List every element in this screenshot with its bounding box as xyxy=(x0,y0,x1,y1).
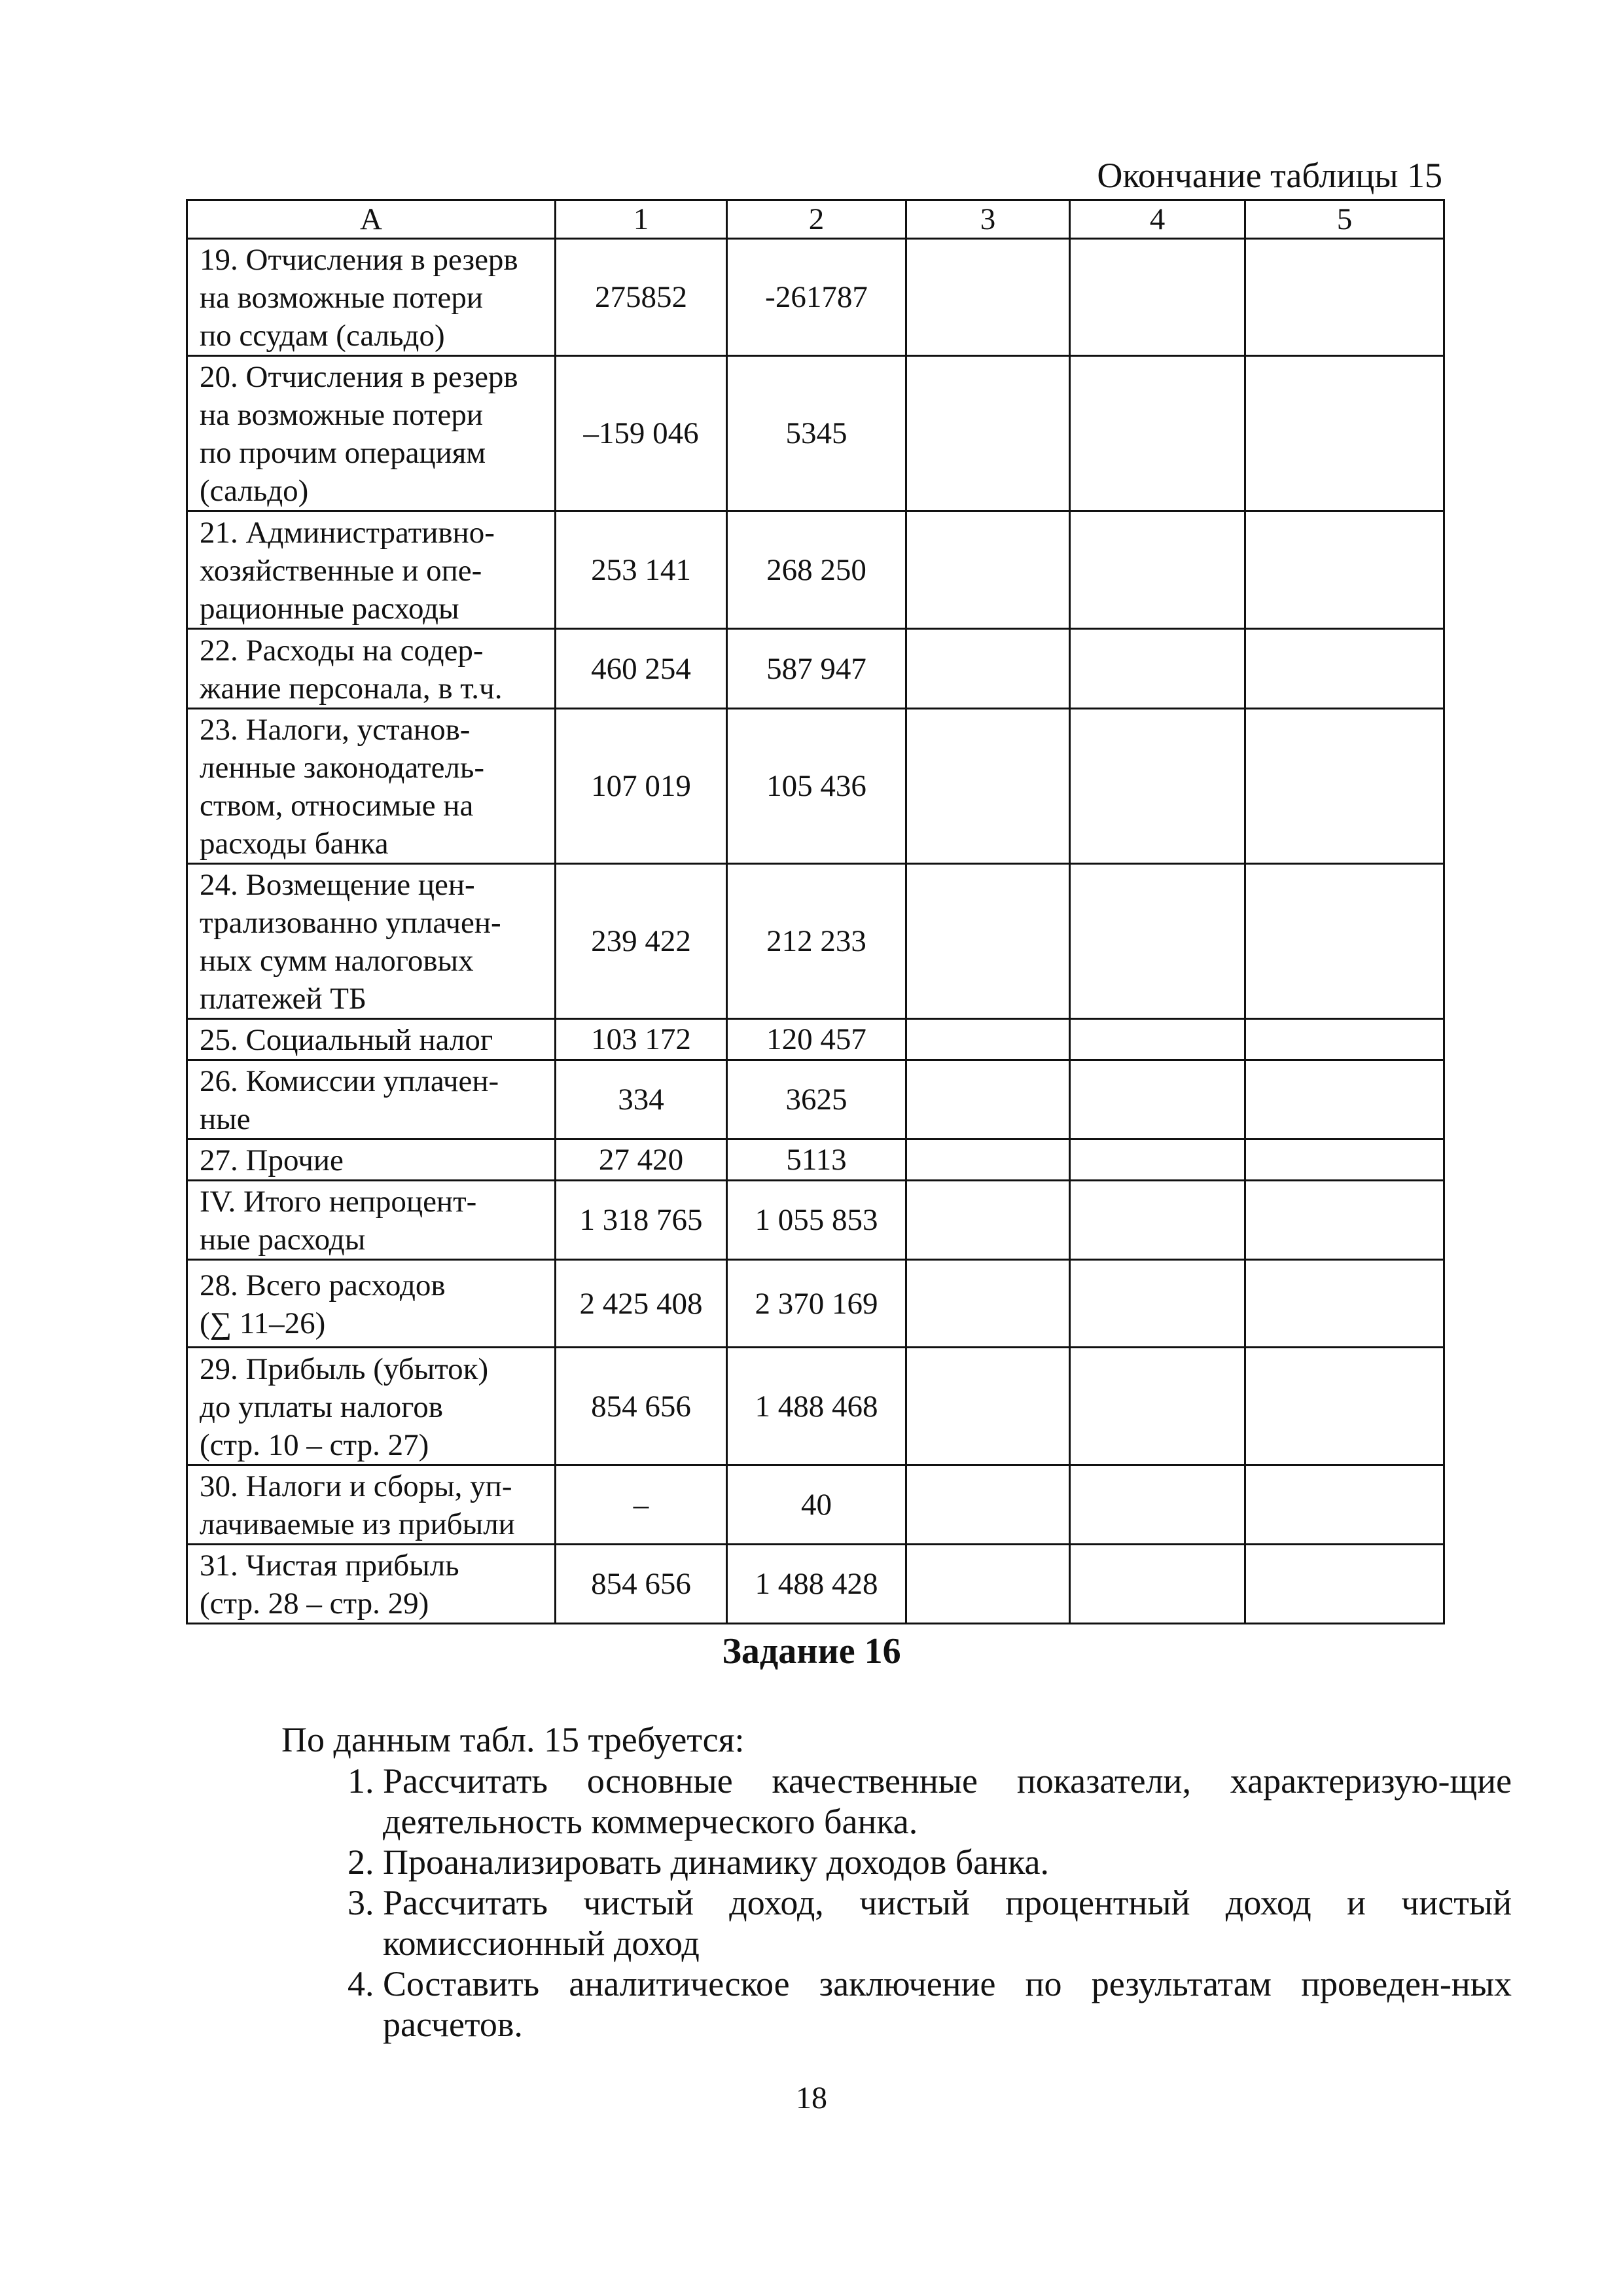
value-cell-c1: 239 422 xyxy=(556,864,727,1019)
row-label: 25. Социальный налог xyxy=(187,1019,556,1060)
table-row xyxy=(187,239,1444,356)
table-body xyxy=(187,239,1444,1624)
empty-cell xyxy=(1070,511,1245,629)
task-item: 4. Составить аналитическое заключение по результатам проведен-ных расчетов. xyxy=(383,1964,1512,2045)
empty-cell xyxy=(906,1545,1070,1624)
value-cell-c1: –159 046 xyxy=(556,356,727,511)
table-row xyxy=(187,1139,1444,1181)
task-list xyxy=(314,1761,1512,2045)
header-cell: 1 xyxy=(556,200,727,239)
value-cell-c2: 120 457 xyxy=(727,1019,906,1060)
value-cell-c2: 3625 xyxy=(727,1060,906,1139)
task-item: 3. Рассчитать чистый доход, чистый процентный доход и чистый комиссионный доход xyxy=(383,1882,1512,1964)
empty-cell xyxy=(906,1348,1070,1465)
empty-cell xyxy=(1245,1260,1444,1348)
row-label: 26. Комиссии уплачен- ные xyxy=(187,1060,556,1139)
empty-cell xyxy=(1245,864,1444,1019)
empty-cell xyxy=(1245,1060,1444,1139)
empty-cell xyxy=(906,1060,1070,1139)
empty-cell xyxy=(906,629,1070,709)
value-cell-c2: 105 436 xyxy=(727,709,906,864)
row-label: 24. Возмещение цен- трализованно уплачен- ных сумм налоговых платежей ТБ xyxy=(187,864,556,1019)
row-label: IV. Итого непроцент- ные расходы xyxy=(187,1181,556,1260)
empty-cell xyxy=(1245,1139,1444,1181)
empty-cell xyxy=(906,864,1070,1019)
empty-cell xyxy=(1245,629,1444,709)
row-label: 19. Отчисления в резерв на возможные потери по ссудам (сальдо) xyxy=(187,239,556,356)
value-cell-c2: 1 488 428 xyxy=(727,1545,906,1624)
header-cell: 4 xyxy=(1070,200,1245,239)
empty-cell xyxy=(1245,1348,1444,1465)
value-cell-c1: 854 656 xyxy=(556,1348,727,1465)
empty-cell xyxy=(906,1260,1070,1348)
empty-cell xyxy=(906,1181,1070,1260)
value-cell-c1: 460 254 xyxy=(556,629,727,709)
value-cell-c1: 334 xyxy=(556,1060,727,1139)
value-cell-c1: 253 141 xyxy=(556,511,727,629)
table-row xyxy=(187,1060,1444,1139)
row-label: 30. Налоги и сборы, уп- лачиваемые из прибыли xyxy=(187,1465,556,1545)
empty-cell xyxy=(1245,1019,1444,1060)
value-cell-c2: 1 488 468 xyxy=(727,1348,906,1465)
empty-cell xyxy=(906,709,1070,864)
value-cell-c2: 5345 xyxy=(727,356,906,511)
empty-cell xyxy=(1070,629,1245,709)
empty-cell xyxy=(1245,1545,1444,1624)
row-label: 23. Налоги, установ- ленные законодатель- ством, относимые на расходы банка xyxy=(187,709,556,864)
expenses-table xyxy=(186,199,1445,1624)
header-cell: 3 xyxy=(906,200,1070,239)
table-caption: Окончание таблицы 15 xyxy=(1097,156,1442,195)
empty-cell xyxy=(1245,1181,1444,1260)
row-label: 27. Прочие xyxy=(187,1139,556,1181)
value-cell-c2: 40 xyxy=(727,1465,906,1545)
value-cell-c2: 1 055 853 xyxy=(727,1181,906,1260)
empty-cell xyxy=(1070,1019,1245,1060)
empty-cell xyxy=(1070,1465,1245,1545)
value-cell-c2: -261787 xyxy=(727,239,906,356)
table-row xyxy=(187,1465,1444,1545)
empty-cell xyxy=(906,1139,1070,1181)
table-row xyxy=(187,356,1444,511)
value-cell-c1: 107 019 xyxy=(556,709,727,864)
value-cell-c1: 1 318 765 xyxy=(556,1181,727,1260)
task-item: 1. Рассчитать основные качественные показатели, характеризую-щие деятельность коммерческого банка. xyxy=(383,1761,1512,1842)
row-label: 29. Прибыль (убыток) до уплаты налогов (стр. 10 – стр. 27) xyxy=(187,1348,556,1465)
empty-cell xyxy=(1245,1465,1444,1545)
empty-cell xyxy=(1070,1260,1245,1348)
row-label: 20. Отчисления в резерв на возможные потери по прочим операциям (сальдо) xyxy=(187,356,556,511)
value-cell-c1: 854 656 xyxy=(556,1545,727,1624)
empty-cell xyxy=(1070,1181,1245,1260)
empty-cell xyxy=(1245,709,1444,864)
task-item: 2. Проанализировать динамику доходов банка. xyxy=(383,1842,1512,1882)
table-row xyxy=(187,1545,1444,1624)
value-cell-c2: 268 250 xyxy=(727,511,906,629)
empty-cell xyxy=(1070,1545,1245,1624)
table-header-row xyxy=(187,200,1444,239)
row-label: 31. Чистая прибыль (стр. 28 – стр. 29) xyxy=(187,1545,556,1624)
value-cell-c2: 212 233 xyxy=(727,864,906,1019)
value-cell-c1: 27 420 xyxy=(556,1139,727,1181)
value-cell-c2: 5113 xyxy=(727,1139,906,1181)
empty-cell xyxy=(1245,356,1444,511)
row-label: 28. Всего расходов (∑ 11–26) xyxy=(187,1260,556,1348)
page-number: 18 xyxy=(796,2081,827,2115)
header-cell: А xyxy=(187,200,556,239)
table-row xyxy=(187,629,1444,709)
row-label: 22. Расходы на содер- жание персонала, в т.ч. xyxy=(187,629,556,709)
empty-cell xyxy=(1070,1139,1245,1181)
empty-cell xyxy=(906,1465,1070,1545)
empty-cell xyxy=(1245,239,1444,356)
value-cell-c1: 2 425 408 xyxy=(556,1260,727,1348)
table-row xyxy=(187,709,1444,864)
empty-cell xyxy=(1070,1060,1245,1139)
empty-cell xyxy=(1070,356,1245,511)
table-row xyxy=(187,1019,1444,1060)
empty-cell xyxy=(1070,864,1245,1019)
empty-cell xyxy=(1245,511,1444,629)
task-title: Задание 16 xyxy=(722,1631,901,1672)
empty-cell xyxy=(1070,239,1245,356)
value-cell-c1: 103 172 xyxy=(556,1019,727,1060)
header-cell: 5 xyxy=(1245,200,1444,239)
value-cell-c2: 587 947 xyxy=(727,629,906,709)
empty-cell xyxy=(906,239,1070,356)
empty-cell xyxy=(906,356,1070,511)
table-row xyxy=(187,1181,1444,1260)
empty-cell xyxy=(1070,1348,1245,1465)
empty-cell xyxy=(906,511,1070,629)
value-cell-c1: – xyxy=(556,1465,727,1545)
task-intro: По данным табл. 15 требуется: xyxy=(281,1720,745,1759)
empty-cell xyxy=(906,1019,1070,1060)
empty-cell xyxy=(1070,709,1245,864)
table-row xyxy=(187,1260,1444,1348)
table-row xyxy=(187,864,1444,1019)
header-cell: 2 xyxy=(727,200,906,239)
row-label: 21. Административно- хозяйственные и опе- рационные расходы xyxy=(187,511,556,629)
table-row xyxy=(187,511,1444,629)
table-row xyxy=(187,1348,1444,1465)
value-cell-c1: 275852 xyxy=(556,239,727,356)
value-cell-c2: 2 370 169 xyxy=(727,1260,906,1348)
